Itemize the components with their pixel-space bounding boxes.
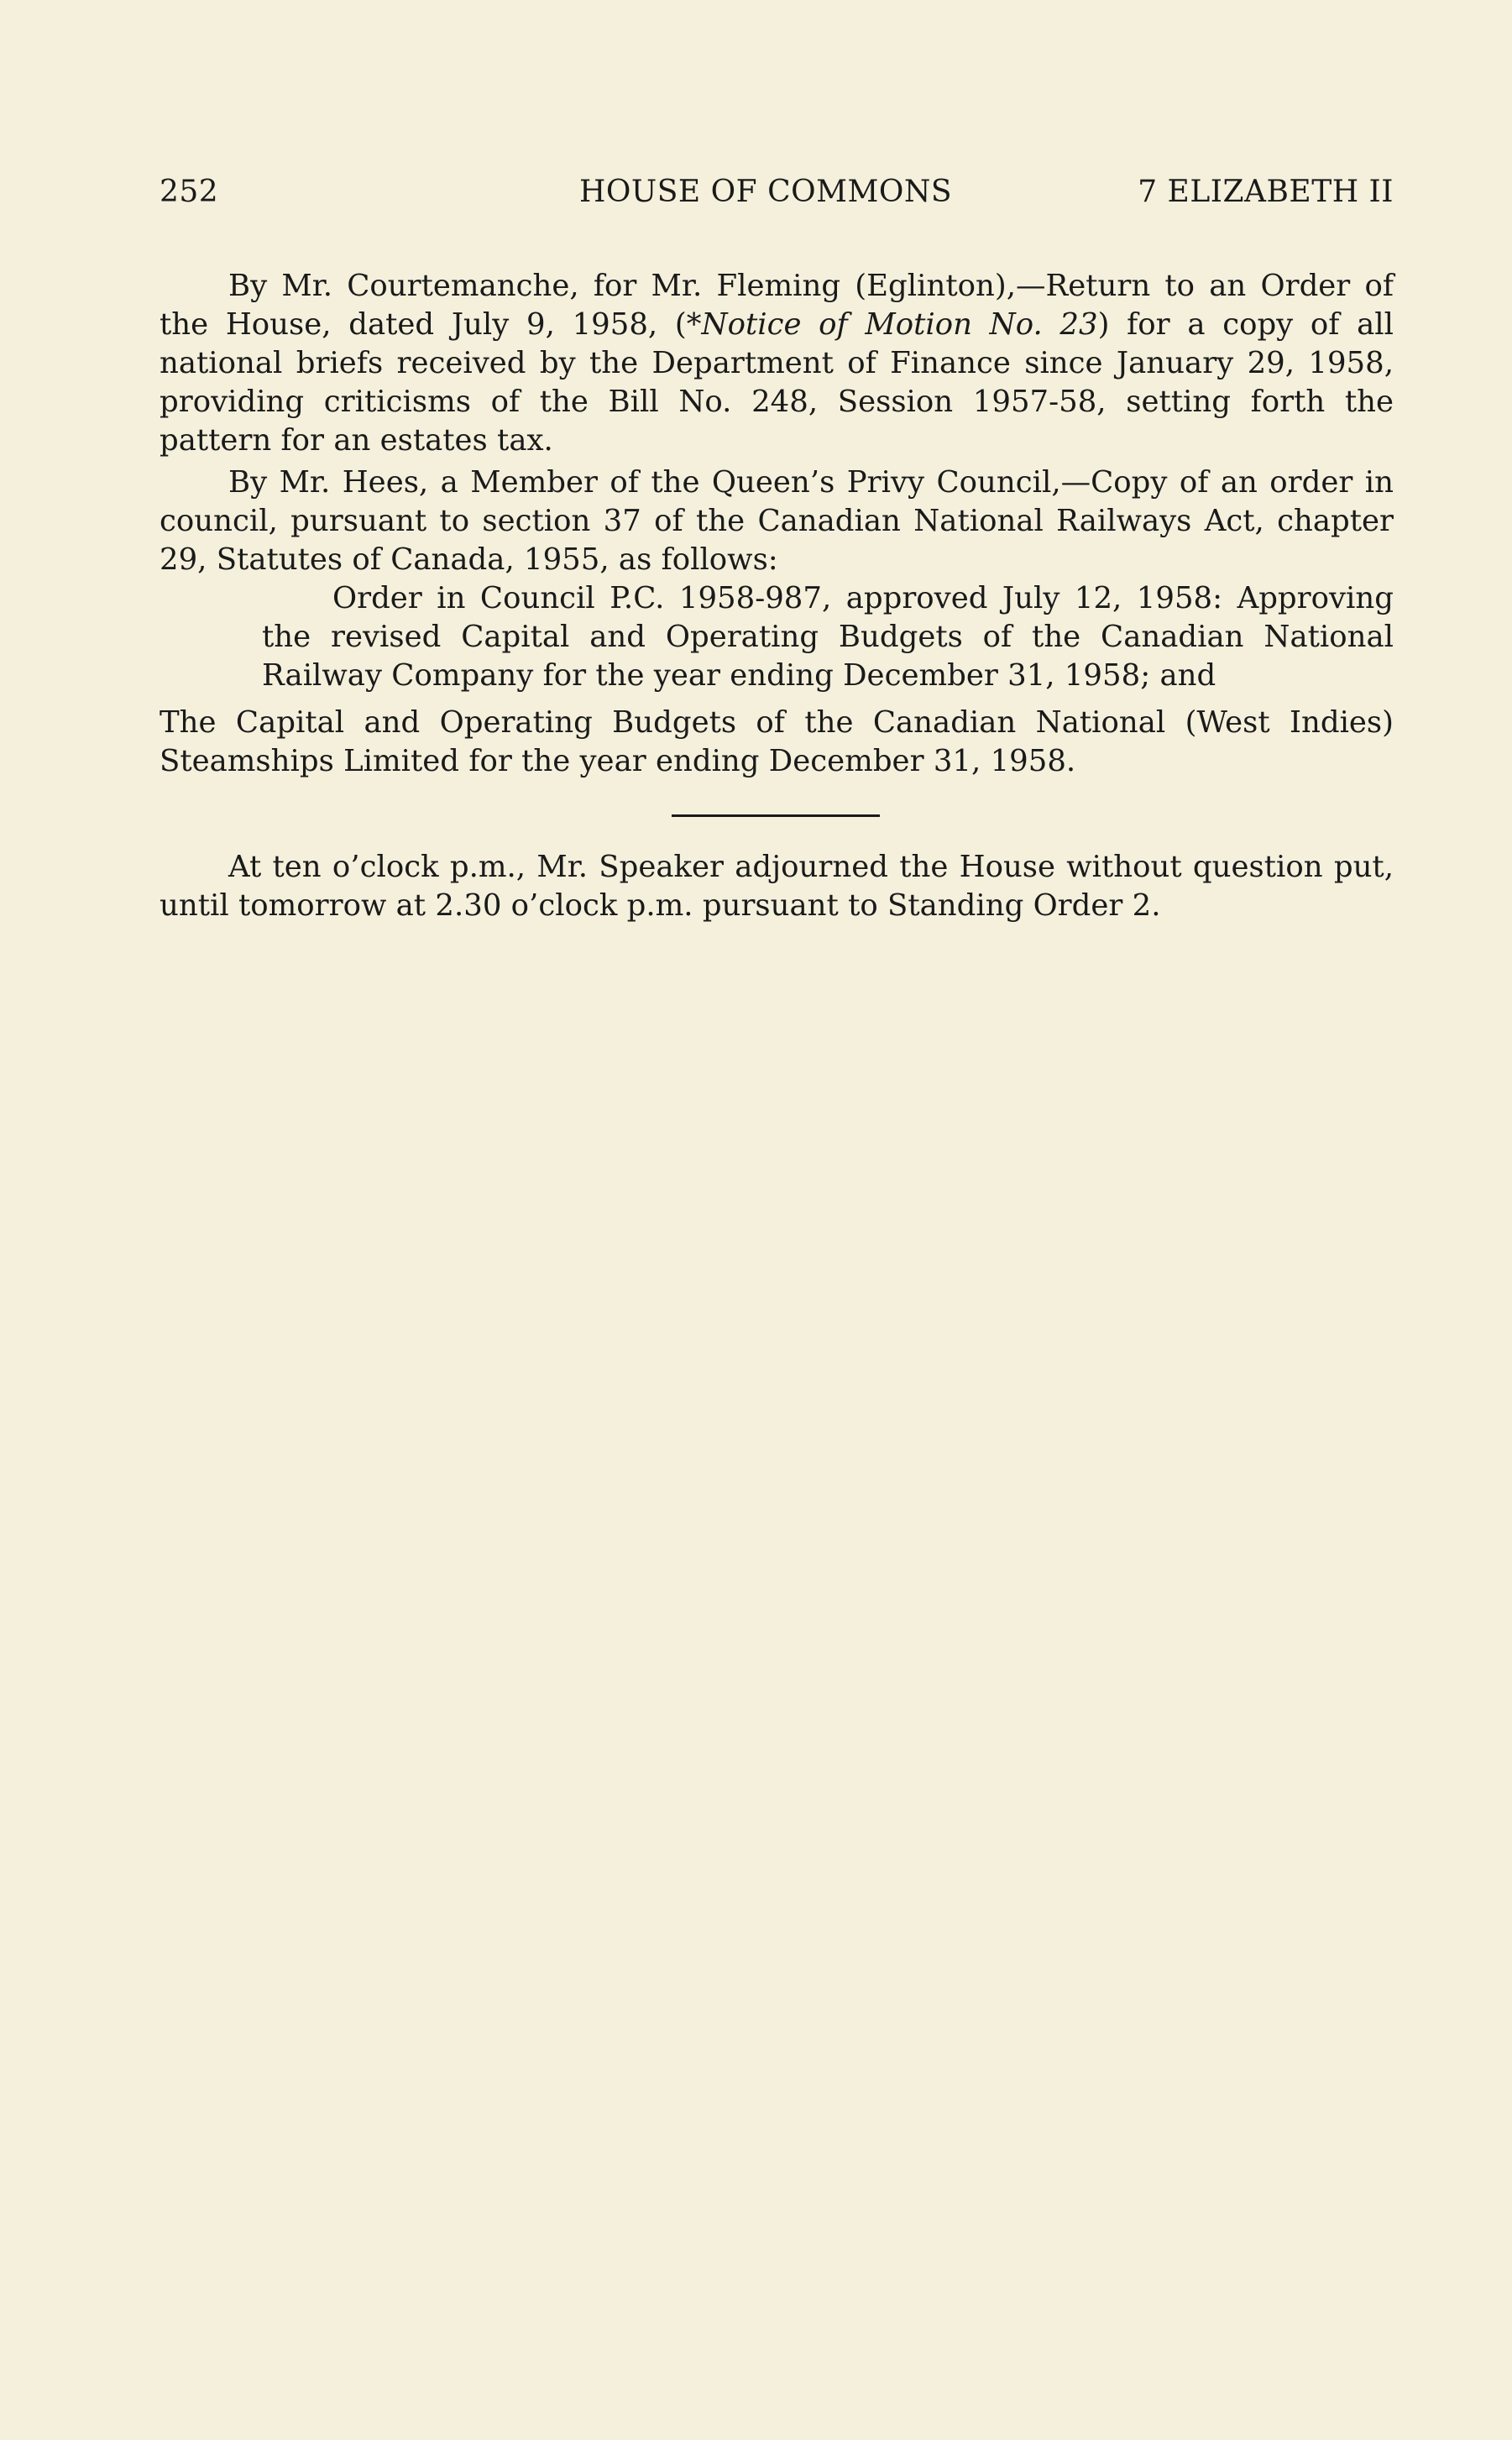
return-text-1: By Mr. Courtemanche, for Mr. Fleming (Eglinton),—Return to an Order of the House, dated July 9, 1958, ( (160, 269, 1394, 342)
adjournment-paragraph: At ten o’clock p.m., Mr. Speaker adjourned the House without question put, until tomorrow at 2.30 o’clock p.m. pursuant to Standing Order 2. (160, 850, 1394, 923)
notice-of-motion: *Notice of Motion No. 23 (686, 307, 1098, 342)
page-number: 252 (160, 175, 219, 209)
budgets-paragraph: The Capital and Operating Budgets of the Canadian National (West Indies) Steamships Limited for the year ending December 31, 1958. (160, 705, 1394, 778)
order-quote-paragraph: Order in Council P.C. 1958-987, approved July 12, 1958: Approving the revised Capital and Operating Budgets of the Canadian National Railway Company for the year ending December 31, 1958; and (262, 581, 1394, 693)
header-title: HOUSE OF COMMONS (579, 175, 953, 209)
return-text-2: ) for a copy of all national briefs received by the Department of Finance since January 29, 1958, providing criticisms of the Bill No. 248, Session 1957-58, setting forth the pattern for an estates tax. (160, 307, 1394, 458)
header-reign: 7 ELIZABETH II (1138, 175, 1394, 209)
section-divider (672, 814, 880, 817)
return-paragraph (160, 267, 1394, 460)
order-in-council-paragraph: By Mr. Hees, a Member of the Queen’s Privy Council,—Copy of an order in council, pursuant to section 37 of the Canadian National Railways Act, chapter 29, Statutes of Canada, 1955, as follows: (160, 465, 1394, 577)
page-header (160, 175, 1394, 217)
